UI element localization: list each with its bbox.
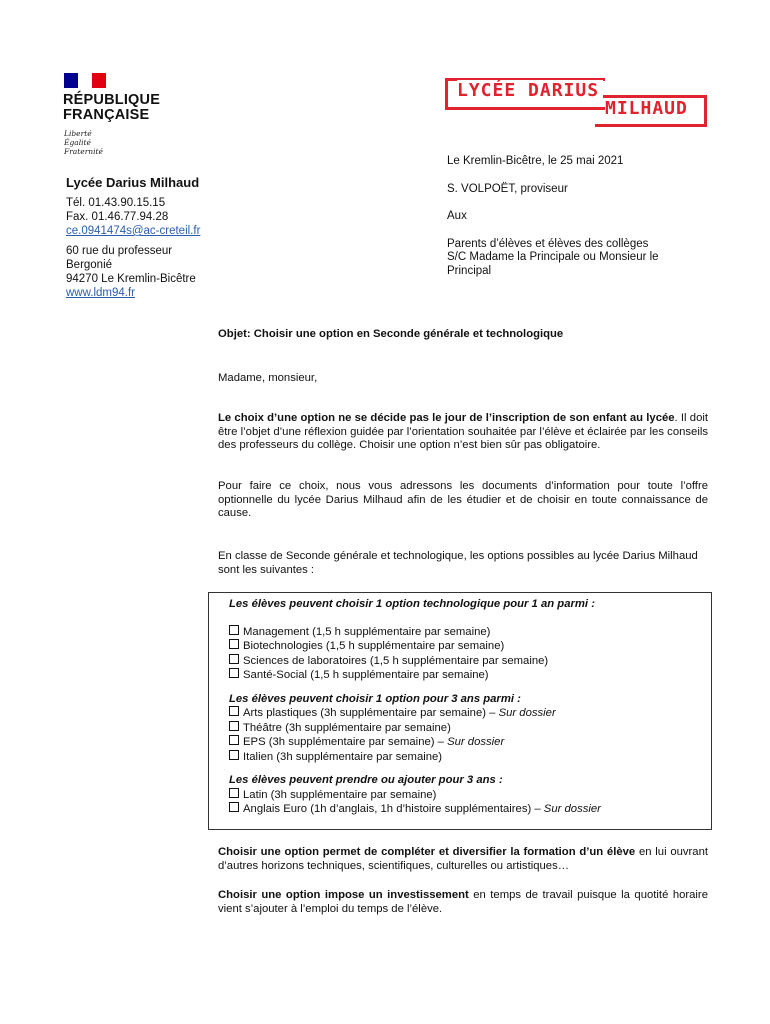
letter-from: S. VOLPOËT, proviseur bbox=[447, 182, 568, 195]
sender-email-link[interactable]: ce.0941474s@ac-creteil.fr bbox=[66, 225, 201, 237]
option-item: Arts plastiques (3h supplémentaire par semaine) – Sur dossier bbox=[229, 706, 601, 721]
checkbox-icon bbox=[229, 706, 239, 716]
option-item: Italien (3h supplémentaire par semaine) bbox=[229, 750, 601, 765]
letter-date: Le Kremlin-Bicêtre, le 25 mai 2021 bbox=[447, 155, 624, 167]
group-title-add: Les élèves peuvent prendre ou ajouter pour 3 ans : bbox=[229, 774, 503, 786]
republique-francaise-title: RÉPUBLIQUE FRANÇAISE bbox=[63, 92, 161, 123]
checkbox-icon bbox=[229, 654, 239, 664]
addressee-line-1: Parents d’élèves et élèves des collèges bbox=[447, 237, 649, 250]
sender-fax: Fax. 01.46.77.94.28 bbox=[66, 211, 169, 223]
salutation: Madame, monsieur, bbox=[218, 372, 318, 384]
sender-website-link[interactable]: www.ldm94.fr bbox=[66, 287, 136, 299]
sender-address-3: 94270 Le Kremlin-Bicêtre bbox=[66, 273, 196, 285]
group-title-three-years: Les élèves peuvent choisir 1 option pour 3 ans parmi : bbox=[229, 692, 521, 705]
option-item: Biotechnologies (1,5 h supplémentaire par semaine) bbox=[229, 639, 601, 654]
logo-word-1: LYCÉE DARIUS bbox=[457, 80, 603, 101]
group-title-technological: Les élèves peuvent choisir 1 option technologique pour 1 an parmi : bbox=[229, 598, 595, 610]
letter-to: Aux bbox=[447, 210, 467, 222]
option-item: Santé-Social (1,5 h supplémentaire par semaine) bbox=[229, 668, 601, 683]
checkbox-icon bbox=[229, 625, 239, 635]
sender-tel: Tél. 01.43.90.15.15 bbox=[66, 197, 166, 209]
option-item: Sciences de laboratoires (1,5 h supplémentaire par semaine) bbox=[229, 654, 601, 669]
checkbox-icon bbox=[229, 735, 239, 745]
checkbox-icon bbox=[229, 668, 239, 678]
option-item: Anglais Euro (1h d’anglais, 1h d’histoire supplémentaires) – Sur dossier bbox=[229, 802, 601, 817]
recipient-block bbox=[447, 155, 727, 278]
option-item: Management (1,5 h supplémentaire par semaine) bbox=[229, 625, 601, 640]
sender-address-1: 60 rue du professeur bbox=[66, 245, 173, 257]
checkbox-icon bbox=[229, 639, 239, 649]
french-flag-icon bbox=[64, 73, 106, 88]
lycee-logo bbox=[445, 78, 707, 128]
addressee-line-2: S/C Madame la Principale ou Monsieur le bbox=[447, 251, 659, 263]
logo-word-2: MILHAUD bbox=[605, 98, 688, 119]
paragraph-2: Pour faire ce choix, nous vous adressons les documents d’information pour toute l’offre optionnelle du lycée Darius Milhaud afin de les étudier et de choisir en toute connaissance de cause. bbox=[218, 480, 708, 519]
checkbox-icon bbox=[229, 750, 239, 760]
addressee-line-3: Principal bbox=[447, 264, 492, 277]
paragraph-1: Le choix d’une option ne se décide pas le jour de l’inscription de son enfant au lycée. Il doit être l’objet d’une réflexion guidée par l’orientation souhaitée par l’élève et éclairée par les conseils des professeurs du collège. Choisir une option n’est bien sûr pas obligatoire. bbox=[218, 412, 709, 451]
letter-subject: Objet: Choisir une option en Seconde générale et technologique bbox=[218, 328, 564, 340]
checkbox-icon bbox=[229, 802, 239, 812]
options-box bbox=[208, 592, 712, 830]
option-item: EPS (3h supplémentaire par semaine) – Sur dossier bbox=[229, 735, 601, 750]
republic-motto: Liberté Égalité Fraternité bbox=[64, 129, 103, 156]
option-item: Théâtre (3h supplémentaire par semaine) bbox=[229, 721, 601, 736]
option-item: Latin (3h supplémentaire par semaine) bbox=[229, 788, 601, 803]
sender-address-2: Bergonié bbox=[66, 259, 113, 271]
checkbox-icon bbox=[229, 788, 239, 798]
sender-block bbox=[66, 176, 200, 300]
paragraph-5: Choisir une option impose un investissement en temps de travail puisque la quotité horaire vient s’ajouter à l’emploi du temps de l’élève. bbox=[218, 889, 708, 915]
sender-name: Lycée Darius Milhaud bbox=[66, 175, 200, 190]
paragraph-3: En classe de Seconde générale et technologique, les options possibles au lycée Darius Milhaud sont les suivantes : bbox=[218, 550, 698, 576]
paragraph-4: Choisir une option permet de compléter et diversifier la formation d’un élève en lui ouvrant d’autres horizons techniques, scientifiques, culturelles ou artistiques… bbox=[218, 846, 709, 872]
checkbox-icon bbox=[229, 721, 239, 731]
